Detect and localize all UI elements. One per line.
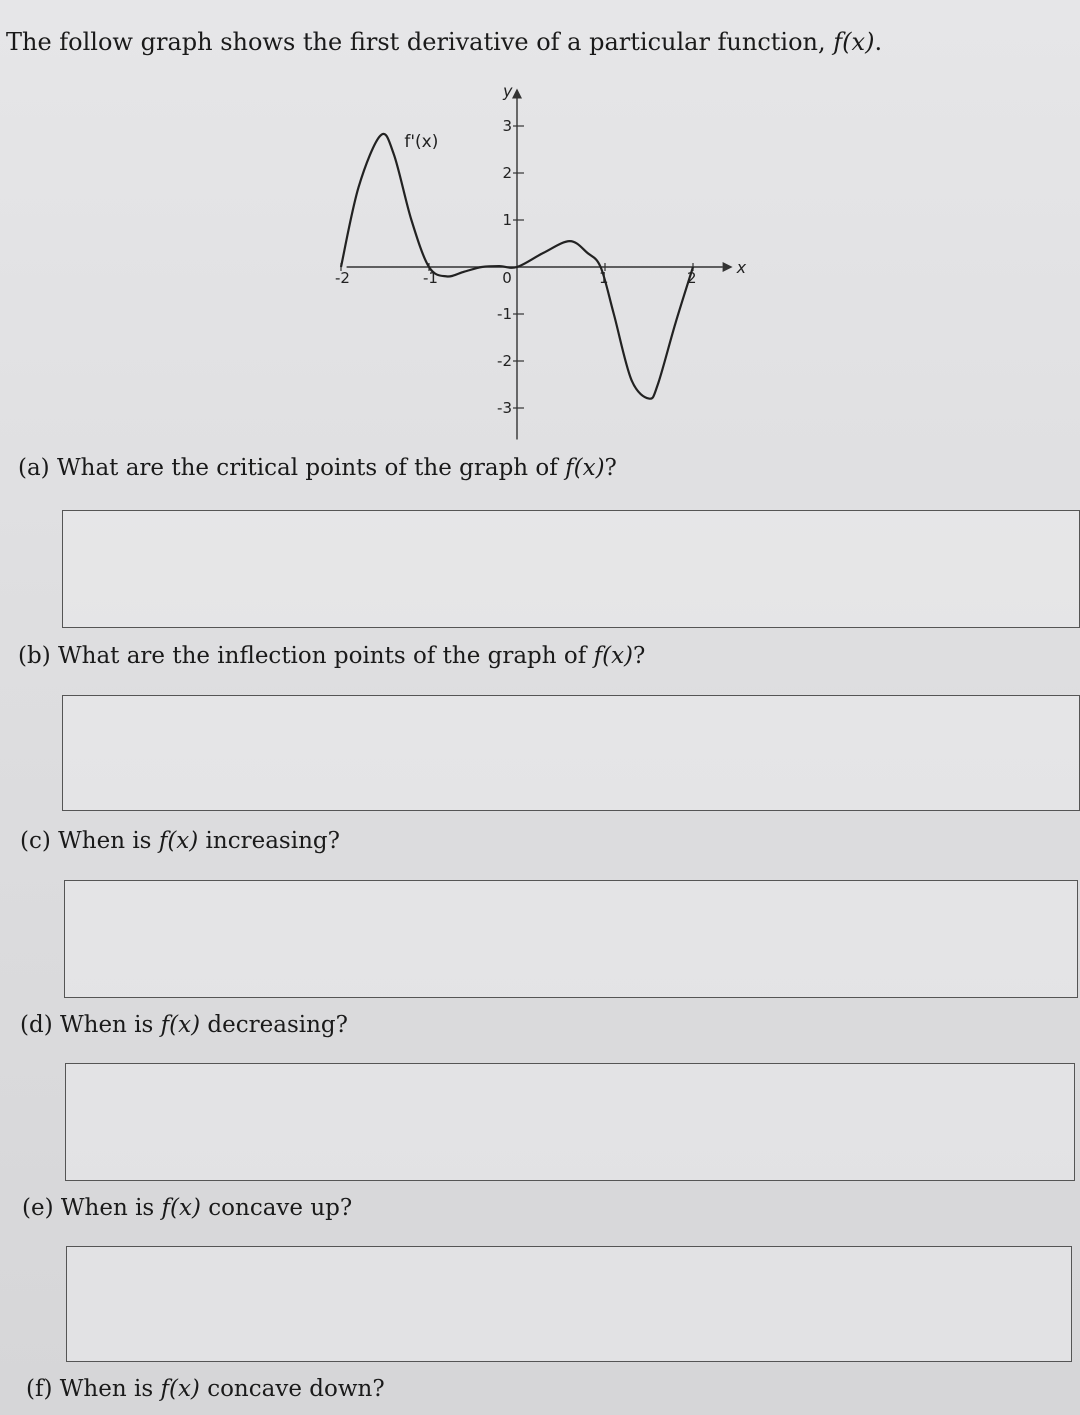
intro-period: .: [874, 28, 883, 56]
question-b: [18, 643, 645, 669]
y-axis-arrow: [512, 89, 522, 99]
question-c: [20, 828, 340, 854]
question-label: (e): [22, 1195, 54, 1221]
question-f: [26, 1376, 385, 1402]
question-a: [18, 455, 617, 481]
question-label: (f): [26, 1376, 53, 1402]
question-label: (a): [18, 455, 50, 481]
question-function: f(x): [160, 1012, 201, 1038]
question-d: [20, 1012, 348, 1038]
x-tick-label: -1: [423, 269, 438, 287]
question-text: When is: [60, 1195, 162, 1221]
question-text: What are the inflection points of the graph of: [57, 643, 594, 669]
intro-text: The follow graph shows the first derivative of a particular function,: [6, 28, 834, 56]
question-label: (c): [20, 828, 51, 854]
intro-function: f(x): [833, 28, 875, 56]
x-tick-label: 2: [687, 269, 697, 287]
x-tick-label: 1: [599, 269, 609, 287]
question-function: f(x): [161, 1195, 201, 1221]
question-text: What are the critical points of the graph of: [56, 455, 566, 481]
curve-label: f'(x): [404, 132, 439, 153]
question-function: f(x): [158, 828, 199, 854]
question-function: f(x): [160, 1376, 200, 1402]
y-tick-label: -1: [497, 305, 512, 323]
question-function: f(x): [593, 643, 634, 669]
y-axis-label: y: [503, 85, 513, 101]
x-tick-label: -2: [335, 269, 350, 287]
y-tick-label: 3: [502, 117, 512, 135]
question-e: [22, 1195, 352, 1221]
question-label: (b): [18, 643, 51, 669]
x-tick-label: 0: [502, 269, 512, 287]
question-end: concave down?: [199, 1376, 385, 1402]
y-tick-label: -2: [497, 352, 512, 370]
y-tick-label: -3: [497, 399, 512, 417]
y-tick-label: 1: [502, 211, 512, 229]
question-end: ?: [633, 643, 646, 669]
answer-box-e[interactable]: [66, 1246, 1072, 1362]
answer-box-b[interactable]: [62, 695, 1080, 811]
question-text: When is: [59, 1376, 161, 1402]
question-end: increasing?: [198, 828, 340, 854]
question-text: When is: [59, 1012, 161, 1038]
question-label: (d): [20, 1012, 53, 1038]
x-axis-label: x: [736, 258, 747, 277]
question-end: concave up?: [200, 1195, 353, 1221]
question-function: f(x): [565, 455, 605, 481]
answer-box-a[interactable]: [62, 510, 1080, 628]
question-text: When is: [58, 828, 159, 854]
derivative-graph: [300, 85, 770, 445]
question-end: ?: [604, 455, 617, 481]
problem-intro: [6, 28, 882, 56]
answer-box-d[interactable]: [65, 1063, 1075, 1181]
question-end: decreasing?: [200, 1012, 348, 1038]
answer-box-c[interactable]: [64, 880, 1078, 998]
y-tick-label: 2: [502, 164, 512, 182]
x-axis-arrow: [723, 262, 733, 272]
